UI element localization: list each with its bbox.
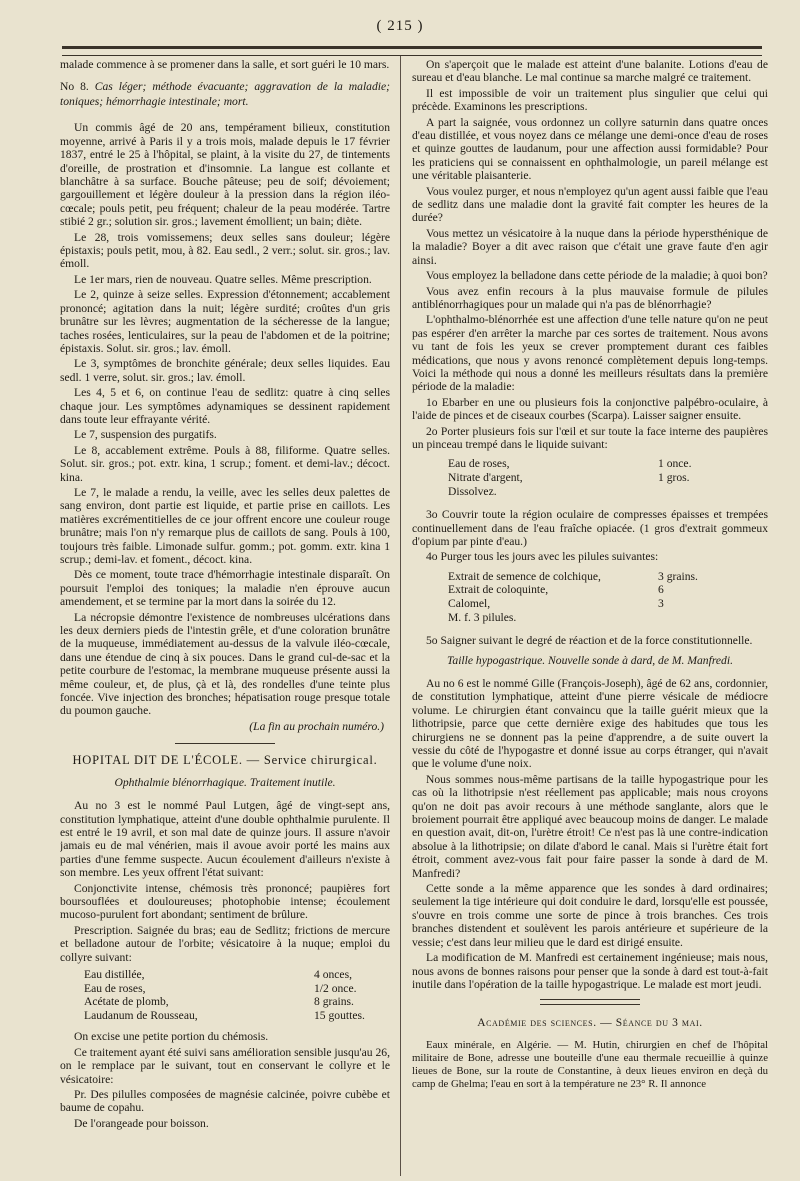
paragraph: On s'aperçoit que le malade est atteint d'une balanite. Lotions d'eau de sureau et d'eau blanche. Le mal continue sa marche malgré ce traitement.: [412, 58, 768, 85]
paragraph: malade commence à se promener dans la salle, et sort guéri le 10 mars.: [60, 58, 390, 71]
paragraph: De l'orangeade pour boisson.: [74, 1116, 209, 1130]
paragraph: Au no 3 est le nommé Paul Lutgen, âgé de vingt-sept ans, constitution lymphatique, atteint d'une double ophthalmie purulente. Il est entré le 19 avril, et son mal date de quinze jours. Il assure n'avoir jamais eu de mal vénérien, mais il avoue avoir porté les mains aux parties d'une femme suspecte. Aucun écoulement d'ailleurs n'existe à son membre. Les yeux offrent l'état suivant:: [60, 799, 390, 880]
ingredient: Nitrate d'argent,: [448, 470, 523, 484]
section-heading: HOPITAL DIT DE L'ÉCOLE. — Service chirurgical.: [72, 753, 378, 768]
paragraph: 3o Couvrir toute la région oculaire de compresses épaisses et trempées continuellement dans de l'eau fraîche opiacée. (1 gros d'extrait gommeux d'opium par pinte d'eau.): [412, 508, 768, 548]
paragraph: Le 2, quinze à seize selles. Expression d'étonnement; accablement prononcé; agitation dans la nuit; légère surdité; croûtes d'un gris brunâtre sur les lèvres; augmentation de la sécheresse de la langue; taches rosées, lenticulaires, sur la peau de l'abdomen et de la poitrine; épistaxis. Solut. sir. gros.; lav. émoll.: [60, 288, 390, 355]
paragraph: Le 7, suspension des purgatifs.: [74, 428, 217, 442]
quantity: 8 grains.: [314, 995, 354, 1009]
paragraph: A part la saignée, vous ordonnez un collyre saturnin dans quatre onces d'eau distillée, et vous noyez dans ce mélange une demi-once d'eau de roses et quinze gouttes de laudanum, pour une affection aussi formidable? Pour les praticiens qui se connaissent en ophthalmologie, un pareil mélange est une véritable plaisanterie.: [412, 115, 768, 183]
paragraph: Eaux minérale, en Algérie. — M. Hutin, chirurgien en chef de l'hôpital militaire de Bone, adresse une bouteille d'une eau thermale recueillie à quinze lieues de Bone, sur la route de Constantine, à deux lieues environ en deçà du camp de Ghelma; l'eau en sort à la température ne 23° R. Il annonce: [412, 1038, 768, 1090]
prescription-row: [448, 597, 728, 611]
paragraph: 2o Porter plusieurs fois sur l'œil et sur toute la face interne des paupières un pinceau trempé dans le liquide suivant:: [412, 424, 768, 451]
paragraph: Nous sommes nous-même partisans de la taille hypogastrique pour les cas où la lithotripsie n'est réellement pas applicable; mais nous croyons qu'on ne doit pas avoir recours à une méthode sanglante, alors que le broiement pourrait être appliqué avec beaucoup moins de danger. Le malade en question avait, dit-on, l'urètre étroit! Ce n'est pas là une contre-indication absolue à la lithotripsie; on dilate d'abord le canal. Mais si l'urètre était fort étroit, comment avez-vous fait pour faire passer la sonde à dard de M. Manfredi?: [412, 772, 768, 880]
quantity: [658, 485, 728, 499]
prescription-row: [84, 995, 384, 1009]
case-title: [60, 79, 390, 109]
column-divider: [400, 56, 401, 1176]
quantity: 4 onces,: [314, 967, 352, 981]
paragraph: Ce traitement ayant été suivi sans amélioration sensible jusqu'au 26, on le remplace par le suivant, tout en conservant le collyre et le vésicatoire:: [60, 1045, 390, 1086]
paragraph: Un commis âgé de 20 ans, tempérament bilieux, constitution moyenne, arrivé à Paris il y a trois mois, malade depuis le 17 février 1837, entré le 25 à l'hôpital, se plaint, à la visite du 27, de tintements d'oreille, de prostration et d'insomnie. La langue est collante et blanchâtre à sa surface. Bouche pâteuse; peu de soif; dévoiement; gargouillement et légère douleur à la pression dans la région iléo-cœcale; pouls petit, peu fréquent; chaleur de la peau modérée. Tartre stibié 2 gr.; solution sir. gros.; lavement émollient; un bain; diète.: [60, 121, 390, 229]
header-rule: [62, 46, 762, 56]
prescription-row: [448, 583, 728, 597]
prescription-row: [448, 570, 728, 584]
paragraph: Les 4, 5 et 6, on continue l'eau de sedlitz: quatre à cinq selles chaque jour. Les symptômes adynamiques se dessinent rapidement dans toute leur effrayante vérité.: [60, 386, 390, 426]
paragraph: Cette sonde a la même apparence que les sondes à dard ordinaires; seulement la tige intérieure qui doit conduire le dard, lorsqu'elle est poussée, s'ouvre en trois comme une sorte de pince à trois branches. Ces trois branches distendent et soulèvent les parois antérieure et supérieure de la vessie; c'est dans leur milieu que le dard est dirigé ensuite.: [412, 882, 768, 949]
paragraph: On excise une petite portion du chémosis.: [74, 1030, 269, 1044]
paragraph: Prescription. Saignée du bras; eau de Sedlitz; frictions de mercure et belladone autour de l'orbite; vésicatoire à la nuque; emploi du collyre suivant:: [60, 923, 390, 964]
page-number: ( 215 ): [376, 18, 424, 34]
paragraph: Vous employez la belladone dans cette période de la maladie; à quoi bon?: [426, 269, 768, 283]
paragraph: La nécropsie démontre l'existence de nombreuses ulcérations dans les deux derniers pieds de l'intestin grêle, et d'une coloration brunâtre de la muqueuse, immédiatement au-dessus de la valvule iléo-cœcale, dans une étendue de cinq à six pouces. Dans le grand cul-de-sac et la petite courbure de l'estomac, la membrane muqueuse présente aussi la même couleur, et, de plus, çà et là, des rondelles d'une teinte plus foncée. Vive injection des bronches; hépatisation rouge presque totale du poumon gauche.: [60, 610, 390, 718]
ingredient: Eau de roses,: [84, 981, 146, 995]
section-separator: [540, 999, 640, 1005]
paragraph: Vous voulez purger, et nous n'employez qu'un agent aussi faible que l'eau de sedlitz dans une maladie dont la gravité fait compter les heures de la durée?: [412, 184, 768, 225]
ingredient: Extrait de semence de colchique,: [448, 569, 601, 583]
paragraph: La modification de M. Manfredi est certainement ingénieuse; mais nous, nous avons de bonnes raisons pour penser que la sonde à dard est tout-à-fait inutile dans l'opération de la taille hypogastrique. Le malade est mort jeudi.: [412, 951, 768, 991]
quantity: 15 gouttes.: [314, 1008, 365, 1022]
prescription-list: [448, 570, 728, 624]
paragraph: Conjonctivite intense, chémosis très prononcé; paupières fort boursouflées et douloureuses; photophobie intense; écoulement mucoso-purulent fort abondant; sentiment de brûlure.: [60, 881, 390, 922]
case-title-text: Cas léger; méthode évacuante; aggravation de la maladie; toniques; hémorrhagie intestinale; mort.: [60, 80, 390, 109]
prescription-row: [84, 1009, 384, 1023]
prescription-row: [84, 982, 384, 996]
case-number: No 8.: [60, 80, 89, 94]
quantity: 1 gros.: [658, 470, 690, 484]
ingredient: M. f. 3 pilules.: [448, 610, 517, 624]
paragraph: Il est impossible de voir un traitement plus singulier que celui qui précède. Examinons les prescriptions.: [412, 86, 768, 114]
prescription-list: [448, 457, 728, 498]
prescription-row: [448, 485, 728, 499]
paragraph: 4o Purger tous les jours avec les pilules suivantes:: [426, 550, 659, 564]
paragraph: Au no 6 est le nommé Gille (François-Joseph), âgé de 62 ans, cordonnier, de constitution lymphatique, atteint d'une pierre vésicale de médiocre volume. Le chirurgien étant convaincu que la taille guérit mieux que la lithotripsie, parce que cette dernière exige des habitudes que tous les chirurgiens ne se donnent pas la peine d'apprendre, a de suite ouvert la vessie du côté de l'hypogastre et donné issue au corps étranger, qui n'avait que le volume d'une noix.: [412, 676, 768, 771]
paragraph: Le 1er mars, rien de nouveau. Quatre selles. Même prescription.: [74, 272, 372, 286]
quantity: 1/2 once.: [314, 981, 357, 995]
left-column: [60, 58, 390, 1173]
paragraph: 1o Ebarber en une ou plusieurs fois la conjonctive palpébro-oculaire, à l'aide de pinces et de ciseaux courbes (Scarpa). Laisser saigner ensuite.: [412, 395, 768, 423]
prescription-row: [448, 457, 728, 471]
quantity: 6: [658, 583, 664, 597]
ingredient: Eau distillée,: [84, 967, 145, 981]
continuation-note: (La fin au prochain numéro.): [249, 719, 384, 733]
sub-heading: Ophthalmie blénorrhagique. Traitement inutile.: [114, 775, 336, 789]
ingredient: Eau de roses,: [448, 457, 510, 471]
ingredient: Dissolvez.: [448, 484, 497, 498]
ingredient: Calomel,: [448, 596, 491, 610]
paragraph: Pr. Des pilulles composées de magnésie calcinée, poivre cubèbe et baume de copahu.: [60, 1087, 390, 1115]
prescription-row: [448, 471, 728, 485]
prescription-row: [84, 968, 384, 982]
paragraph: Dès ce moment, toute trace d'hémorrhagie intestinale disparaît. On poursuit l'emploi des toniques; la maladie n'en éprouve aucun amendement, et se termine par la mort dans la soirée du 12.: [60, 568, 390, 609]
paragraph: L'ophthalmo-blénorrhée est une affection d'une telle nature qu'on ne peut pas espérer d'en arrêter la marche par ces sortes de traitement. Nous avons vu tant de fois les yeux se crever promptement durant ces faibles médications, que nous y avons renoncé complètement depuis long-temps. Voici la méthode qui nous a donné les meilleurs résultats dans la première période de la maladie:: [412, 313, 768, 394]
ingredient: Laudanum de Rousseau,: [84, 1008, 198, 1022]
right-column: [412, 58, 768, 1173]
paragraph: 5o Saigner suivant le degré de réaction et de la force constitutionnelle.: [426, 634, 753, 648]
quantity: 1 once.: [658, 457, 692, 471]
quantity: [658, 611, 728, 625]
sub-heading: Taille hypogastrique. Nouvelle sonde à dard, de M. Manfredi.: [447, 653, 733, 667]
paragraph: Le 3, symptômes de bronchite générale; deux selles liquides. Eau sedl. 1 verre, solut. sir. gros.; lav. émoll.: [60, 357, 390, 384]
paragraph: Le 28, trois vomissemens; deux selles sans douleur; légère épistaxis; pouls petit, mou, à 82. Eau sedl., 2 verr.; solut. sir. gros.; lav. émoll.: [60, 230, 390, 271]
ingredient: Extrait de coloquinte,: [448, 583, 549, 597]
prescription-row: [448, 611, 728, 625]
ingredient: Acétate de plomb,: [84, 995, 169, 1009]
quantity: 3: [658, 596, 664, 610]
paragraph: Le 8, accablement extrême. Pouls à 88, filiforme. Quatre selles. Solut. sir. gros.; pot. extr. kina, 1 scrup.; foment. et demi-lav.; décoct. kina.: [60, 443, 390, 484]
paragraph: Le 7, le malade a rendu, la veille, avec les selles deux palettes de sang environ, dont partie est liquide, et partie prise en caillots. Les matières excrémentitielles de ce jour offrent encore une couleur rouge brunâtre; mais l'on n'y remarque plus de caillots de sang. Pouls à 100, toujours très faible. Limonade sulfur. gomm.; pot. gomm. extr. kina 1 scrup.; demi-lav. et foment., décoct. kina.: [60, 485, 390, 566]
section-separator: [175, 743, 275, 744]
quantity: 3 grains.: [658, 569, 698, 583]
prescription-list: [84, 968, 384, 1022]
paragraph: Vous mettez un vésicatoire à la nuque dans la période hypersthénique de la maladie? Boyer a dit avec raison que c'était une grave faute d'en agir ainsi.: [412, 226, 768, 267]
paragraph: Vous avez enfin recours à la plus mauvaise formule de pilules antiblénorrhagiques pour un malade qui n'a pas de blénorrhagie?: [412, 284, 768, 311]
section-heading: Académie des sciences. — Séance du 3 mai.: [477, 1017, 703, 1030]
